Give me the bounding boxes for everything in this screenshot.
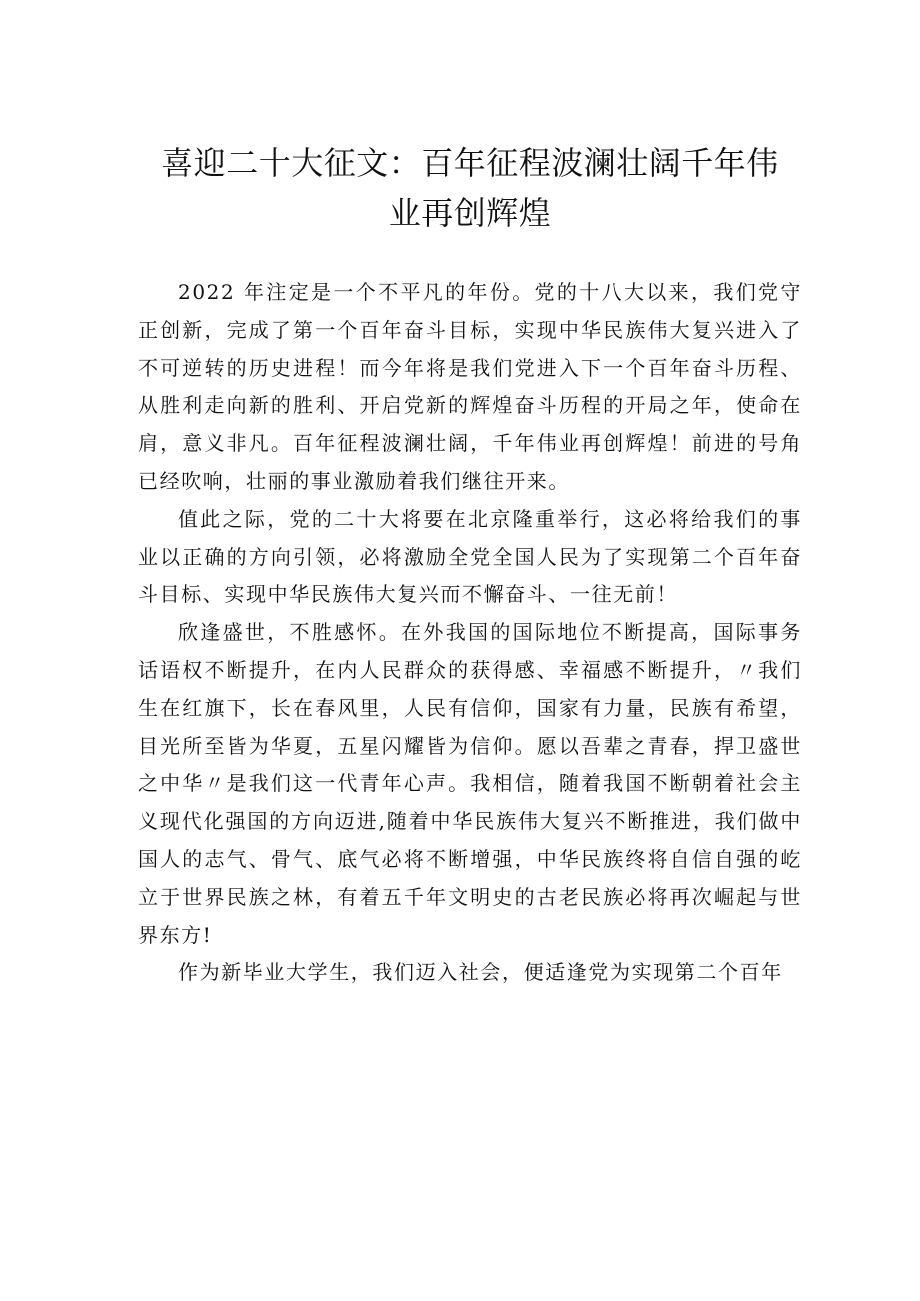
- paragraph-3: 欣逢盛世，不胜感怀。在外我国的国际地位不断提高，国际事务话语权不断提升，在内人民群众的获得感、幸福感不断提升，〃我们生在红旗下，长在春风里，人民有信仰，国家有力量，民族有希望，目光所至皆为华夏，五星闪耀皆为信仰。愿以吾辈之青春，捍卫盛世之中华〃是我们这一代青年心声。我相信，随着我国不断朝着社会主义现代化强国的方向迈进,随着中华民族伟大复兴不断推进，我们做中国人的志气、骨气、底气必将不断增强，中华民族终将自信自强的屹立于世界民族之林，有着五千年文明史的古老民族必将再次崛起与世界东方!: [138, 620, 802, 947]
- title-line-2: 业再创辉煌: [388, 194, 552, 232]
- paragraph-4: 作为新毕业大学生，我们迈入社会，便适逢党为实现第二个百年: [178, 960, 783, 985]
- paragraph-2: 值此之际，党的二十大将要在北京隆重举行，这必将给我们的事业以正确的方向引领，必将激励全党全国人民为了实现第二个百年奋斗目标、实现中华民族伟大复兴而不懈奋斗、一往无前！: [138, 506, 802, 607]
- paragraph-1: 2022 年注定是一个不平凡的年份。党的十八大以来，我们党守正创新，完成了第一个百年奋斗目标，实现中华民族伟大复兴进入了不可逆转的历史进程！而今年将是我们党进入下一个百年奋斗历程、从胜利走向新的胜利、开启党新的辉煌奋斗历程的开局之年，使命在肩，意义非凡。百年征程波澜壮阔，千年伟业再创辉煌！前进的号角已经吹响，壮丽的事业激励着我们继往开来。: [138, 280, 802, 493]
- title-line-1: 喜迎二十大征文：百年征程波澜壮阔千年伟: [161, 144, 779, 182]
- document-body: [138, 274, 802, 992]
- document-title: [138, 138, 802, 238]
